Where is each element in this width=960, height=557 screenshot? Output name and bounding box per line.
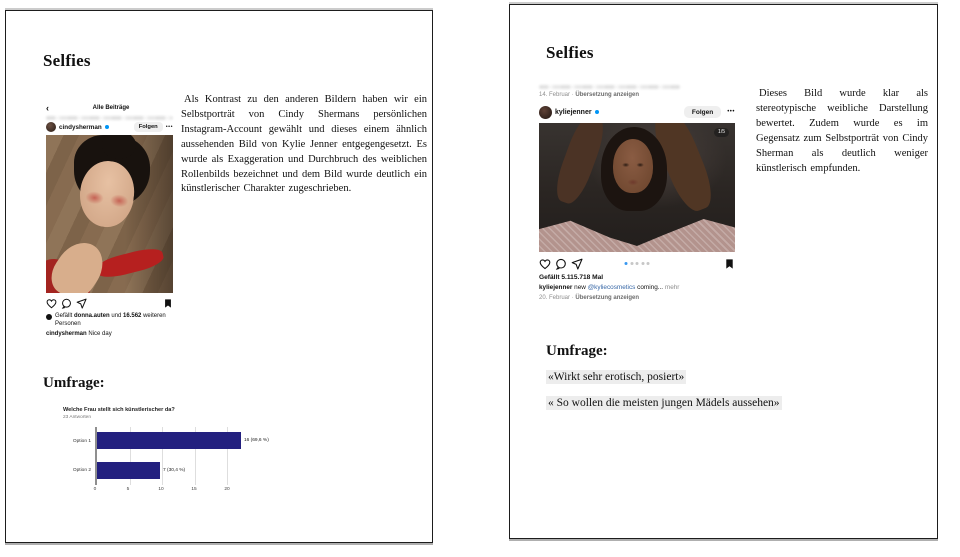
post-user-row	[46, 122, 173, 132]
instagram-post-cindy	[46, 103, 173, 339]
chart-body	[63, 427, 293, 485]
photo-scarf-shape	[95, 245, 166, 281]
umfrage-heading: Umfrage:	[546, 343, 608, 359]
quote-line	[546, 371, 686, 383]
left-page	[5, 10, 433, 543]
carousel-dots[interactable]	[625, 262, 650, 265]
follow-button[interactable]: Folgen	[684, 106, 721, 118]
post-caption	[539, 284, 735, 292]
chart-title: Welche Frau stellt sich künstlerischer da?	[63, 407, 175, 413]
post-date-row	[539, 92, 735, 100]
page-title: Selfies	[43, 51, 91, 70]
carousel-dot	[641, 262, 644, 265]
avatar[interactable]	[539, 106, 552, 119]
caption-text: new	[572, 284, 588, 292]
caption-mention-link[interactable]: @kyliecosmetics	[587, 284, 636, 292]
likes-row	[46, 313, 173, 328]
share-icon[interactable]	[571, 258, 583, 270]
photo-face-shape	[613, 139, 653, 193]
heart-icon[interactable]	[46, 298, 57, 309]
instagram-post-kylie	[539, 85, 735, 303]
carousel-dot-active	[625, 262, 628, 265]
likes-count: 16.562	[123, 313, 142, 319]
body-paragraph: Als Kontrast zu den anderen Bildern haben wir ein Selbstporträt von Cindy Shermans persönlichen Instagram-Account gewählt und dieses einem ähnlich aussehenden Bild von Kylie Jenner entgegengesetzt. Es wurde als Exaggeration und Durchbruch des weiblichen Rollenbilds bezeichnet und dem Bild wurde deutlich ein künstlerischer Charakter zugeschrieben.	[181, 94, 427, 195]
bar-value-label: 7 (30,4 %)	[163, 467, 186, 473]
post-user-row	[539, 106, 735, 119]
more-options-icon[interactable]: •••	[165, 124, 173, 130]
caption-username[interactable]: cindysherman	[46, 331, 87, 337]
translate-link[interactable]: Übersetzung anzeigen	[575, 92, 640, 98]
quote-line	[546, 397, 782, 409]
post-date: 14. Februar	[539, 92, 571, 98]
avatar[interactable]	[46, 122, 56, 132]
likes-prefix: Gefällt	[55, 313, 75, 319]
bookmark-icon[interactable]	[724, 258, 735, 270]
verified-icon	[595, 110, 599, 114]
back-chevron-icon[interactable]: ‹	[46, 102, 49, 113]
likes-text	[55, 313, 173, 328]
chart-tick-label: 0	[93, 486, 97, 492]
carousel-dot	[630, 262, 633, 265]
survey-quote: «Wirkt sehr erotisch, posiert»	[548, 371, 685, 383]
instagram-profile-header	[46, 103, 173, 113]
follow-button[interactable]: Folgen	[134, 122, 163, 132]
photo-hand-shape	[46, 234, 112, 293]
heart-icon[interactable]	[539, 258, 551, 270]
carousel-count-badge: 1/5	[714, 128, 729, 137]
survey-quote: « So wollen die meisten jungen Mädels aussehen»	[548, 397, 780, 409]
category-label: Option 1	[72, 438, 91, 444]
survey-chart-ticks	[93, 485, 230, 493]
post-date-row	[539, 295, 735, 303]
chart-category-labels	[63, 427, 95, 485]
post-caption	[46, 331, 173, 339]
category-label: Option 2	[72, 467, 91, 473]
bookmark-icon[interactable]	[163, 298, 173, 309]
chart-subtitle: 23 Antworten	[63, 414, 92, 420]
photo-lace-top-shape	[539, 212, 735, 252]
date-separator: ·	[570, 295, 576, 302]
comment-icon[interactable]	[61, 298, 72, 309]
share-icon[interactable]	[76, 298, 87, 309]
blurred-cutoff-strip	[539, 85, 680, 89]
comment-icon[interactable]	[555, 258, 567, 270]
caption-username[interactable]: kyliejenner	[539, 284, 573, 292]
date-separator: ·	[570, 92, 576, 98]
verified-icon	[105, 125, 109, 129]
liker-avatar[interactable]	[46, 314, 52, 320]
body-paragraph: Dieses Bild wurde klar als stereotypische weibliche Darstellung bewertet. Zudem wurde es im Gegensatz zum Selbstporträt von Cindy Sherman als deutlich weniger künstlerisch empfunden.	[756, 88, 928, 174]
username[interactable]: cindysherman	[59, 123, 102, 131]
right-page	[509, 4, 938, 539]
post-photo-kylie-jenner	[539, 123, 735, 252]
post-action-bar	[46, 293, 173, 311]
caption-text: coming...	[635, 284, 664, 292]
chart-bar-fill	[97, 432, 241, 449]
chart-bar-fill	[97, 462, 160, 479]
translate-link[interactable]: Übersetzung anzeigen	[575, 295, 640, 302]
likes-username[interactable]: donna.auten	[74, 313, 110, 319]
chart-tick-label: 15	[191, 486, 197, 492]
caption-more-link[interactable]: mehr	[663, 284, 680, 292]
survey-chart-plot	[95, 427, 269, 485]
profile-header-title: Alle Beiträge	[92, 105, 130, 111]
more-options-icon[interactable]: •••	[727, 109, 735, 115]
likes-count: Gefällt 5.115.718 Mal	[539, 273, 604, 281]
carousel-dot	[636, 262, 639, 265]
likes-mid: und	[109, 313, 124, 319]
likes-suffix: weiteren Personen	[55, 313, 166, 327]
chart-tick-label: 20	[224, 486, 230, 492]
page-title: Selfies	[546, 43, 594, 62]
chart-tick-label: 10	[158, 486, 164, 492]
blurred-tabs-strip	[46, 116, 173, 120]
umfrage-heading: Umfrage:	[43, 375, 105, 391]
survey-chart	[63, 407, 293, 493]
caption-text: Nice day	[86, 331, 112, 337]
post-photo-cindy-sherman	[46, 135, 173, 293]
username[interactable]: kyliejenner	[555, 108, 592, 116]
bar-row	[97, 462, 277, 479]
bar-value-label: 16 (69,6 %)	[244, 437, 269, 443]
post-date: 20. Februar	[539, 295, 571, 302]
carousel-dot	[647, 262, 650, 265]
chart-tick-label: 5	[126, 486, 130, 492]
bar-row	[97, 432, 277, 449]
post-action-bar	[539, 252, 735, 272]
